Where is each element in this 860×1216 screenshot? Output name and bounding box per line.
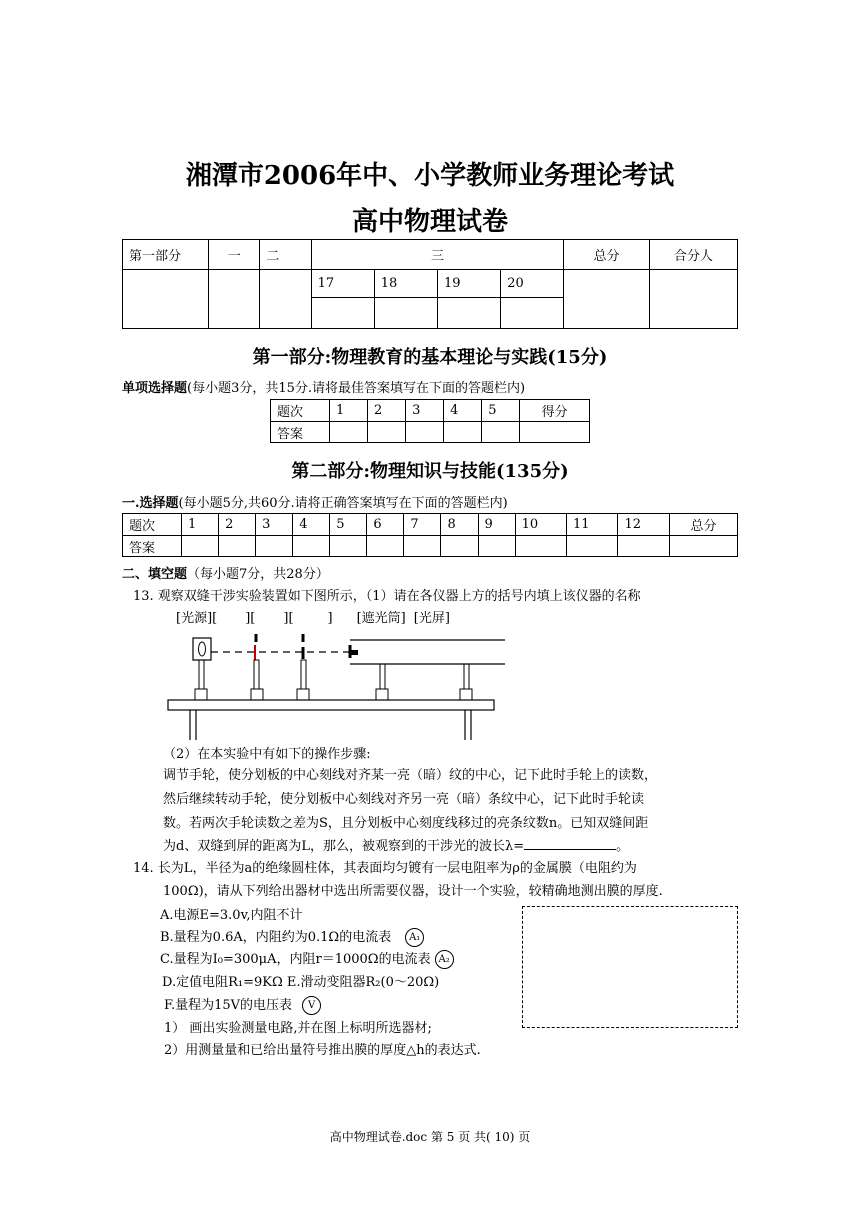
score-part1-cell: 第一部分 (123, 240, 209, 270)
p2-empty[interactable] (515, 536, 566, 557)
ammeter-a1-icon: A₁ (405, 928, 424, 947)
double-slit-apparatus (160, 628, 505, 740)
p2-empty (669, 536, 737, 557)
part2-heading: 第二部分:物理知识与技能(135分) (291, 461, 569, 482)
ammeter-a2-icon: A₂ (435, 950, 454, 969)
score-empty-cell (311, 298, 374, 329)
q13-label: ][ (283, 611, 294, 626)
p2-cell: 2 (219, 514, 256, 536)
q13-line4-end: 。 (616, 839, 630, 854)
lamp (199, 642, 206, 656)
p1-cell: 5 (482, 400, 520, 422)
q14-line: 14. 长为L，半径为a的绝缘圆柱体，其表面均匀镀有一层电阻率为ρ的金属膜（电阻约为 (133, 861, 637, 876)
score-table (122, 239, 738, 329)
score-sub-cell: 19 (437, 270, 500, 298)
score-col3-cell: 三 (311, 240, 564, 270)
p1-cell: 3 (406, 400, 444, 422)
p1-cell: 题次 (271, 400, 330, 422)
q14-option-b (160, 926, 424, 947)
p2-cell: 10 (515, 514, 566, 536)
p1-cell: 答案 (271, 422, 330, 443)
answer-blank[interactable] (524, 837, 616, 850)
q14-option-a: A.电源E=3.0v,内阻不计 (160, 908, 303, 923)
q13-line: 数。若两次手轮读数之差为S，且分划板中心刻度线移过的亮条纹数n。已知双缝间距 (163, 816, 649, 831)
q14-option-f-text: F.量程为15V的电压表 (164, 998, 293, 1013)
p1-empty[interactable] (444, 422, 482, 443)
score-empty-cell (374, 298, 437, 329)
part1-answer-table (270, 399, 590, 443)
p2-cell: 11 (567, 514, 618, 536)
p2-cell: 1 (182, 514, 219, 536)
score-empty-cell (649, 270, 737, 329)
q13-line (163, 835, 629, 854)
p2-empty[interactable] (219, 536, 256, 557)
p2-cell: 6 (367, 514, 404, 536)
p2-cell: 5 (330, 514, 367, 536)
fill-section-heading (122, 563, 329, 582)
p1-empty[interactable] (368, 422, 406, 443)
p2-empty[interactable] (330, 536, 367, 557)
p2-cell: 总分 (669, 514, 737, 536)
light-source-box (193, 638, 211, 660)
p2-cell: 12 (618, 514, 669, 536)
q13-line4: 为d、双缝到屏的距离为L，那么，被观察到的干涉光的波长λ= (163, 839, 525, 854)
part1-instruction-rest: (每小题3分，共15分.请将最佳答案填写在下面的答题栏内) (187, 381, 526, 396)
p2-empty[interactable] (478, 536, 515, 557)
p1-empty[interactable] (406, 422, 444, 443)
circuit-drawing-area[interactable] (522, 906, 738, 1028)
part1-heading: 第一部分:物理教育的基本理论与实践(15分) (252, 347, 608, 368)
part2-choice-rest: (每小题5分,共60分.请将正确答案填写在下面的答题栏内) (178, 496, 508, 511)
score-empty-cell (209, 270, 260, 329)
p2-empty[interactable] (367, 536, 404, 557)
p2-empty[interactable] (618, 536, 669, 557)
score-sub-cell: 17 (311, 270, 374, 298)
score-scorer-cell: 合分人 (649, 240, 737, 270)
q14-option-b-text: B.量程为0.6A，内阻约为0.1Ω的电流表 (160, 930, 392, 945)
score-sub-cell: 20 (501, 270, 564, 298)
voltmeter-icon: V (302, 996, 321, 1015)
p1-cell: 2 (368, 400, 406, 422)
p2-empty[interactable] (567, 536, 618, 557)
p1-empty[interactable] (482, 422, 520, 443)
score-empty-cell (564, 270, 649, 329)
q13-line: 调节手轮，使分划板的中心刻线对齐某一亮（暗）纹的中心，记下此时手轮上的读数， (163, 768, 658, 783)
p1-cell: 1 (330, 400, 368, 422)
tube-slit (350, 650, 358, 655)
p2-cell: 3 (256, 514, 293, 536)
q13-label: ] (327, 611, 333, 626)
score-total-cell: 总分 (564, 240, 649, 270)
q13-text: 13. 观察双缝干涉实验装置如下图所示，（1）请在各仪器上方的括号内填上该仪器的名称 (133, 589, 641, 604)
exam-subtitle: 高中物理试卷 (351, 207, 508, 237)
p2-cell: 答案 (123, 536, 182, 557)
part1-instruction-bold: 单项选择题 (122, 381, 188, 396)
score-empty-cell (437, 298, 500, 329)
p2-empty[interactable] (441, 536, 478, 557)
score-sub-cell: 18 (374, 270, 437, 298)
p2-empty[interactable] (404, 536, 441, 557)
q13-label: [光屏] (413, 611, 450, 626)
q14-line: 100Ω)，请从下列给出器材中选出所需要仪器，设计一个实验，较精确地测出膜的厚度. (163, 884, 663, 899)
p1-empty[interactable] (330, 422, 368, 443)
part2-choice-bold: 一.选择题 (122, 496, 179, 511)
q14-option-c-text: C.量程为I₀=300μA，内阻r＝1000Ω的电流表 (160, 952, 431, 967)
q13-labels (176, 607, 450, 626)
page-footer: 高中物理试卷.doc 第 5 页 共( 10) 页 (329, 1130, 531, 1144)
q14-option-de: D.定值电阻R₁=9KΩ E.滑动变阻器R₂(0～20Ω) (162, 975, 440, 990)
q13-step-title: （2）在本实验中有如下的操作步骤: (163, 747, 371, 762)
p2-cell: 7 (404, 514, 441, 536)
q13-label: [遮光筒] (356, 611, 406, 626)
score-empty-cell (123, 270, 209, 329)
p2-cell: 4 (293, 514, 330, 536)
score-col1-cell: 一 (209, 240, 260, 270)
p1-empty (520, 422, 590, 443)
optical-bench (168, 700, 494, 710)
p2-cell: 9 (478, 514, 515, 536)
score-empty-cell (260, 270, 311, 329)
q14-option-c (160, 948, 454, 969)
q13-label: ][ (245, 611, 256, 626)
p2-cell: 题次 (123, 514, 182, 536)
score-col2-cell: 二 (260, 240, 311, 270)
p2-empty[interactable] (256, 536, 293, 557)
q13-label: [光源][ (176, 611, 218, 626)
fill-section-bold: 二、填空题 (122, 567, 188, 582)
part1-instruction (122, 377, 525, 396)
score-empty-cell (501, 298, 564, 329)
q14-task: 2）用测量量和已给出量符号推出膜的厚度△h的表达式. (164, 1043, 481, 1058)
p2-empty[interactable] (182, 536, 219, 557)
q13-line: 然后继续转动手轮，使分划板中心刻线对齐另一亮（暗）条纹中心，记下此时手轮读 (163, 792, 645, 807)
p1-cell: 4 (444, 400, 482, 422)
q14-task: 1） 画出实验测量电路,并在图上标明所选器材; (164, 1021, 432, 1036)
p2-empty[interactable] (293, 536, 330, 557)
p1-cell: 得分 (520, 400, 590, 422)
exam-title: 湘潭市2006年中、小学教师业务理论考试 (185, 161, 675, 191)
q14-option-f (164, 994, 321, 1015)
part2-answer-table (122, 513, 738, 557)
part2-choice-instruction (122, 492, 508, 511)
p2-cell: 8 (441, 514, 478, 536)
fill-section-rest: （每小题7分，共28分） (187, 567, 329, 582)
